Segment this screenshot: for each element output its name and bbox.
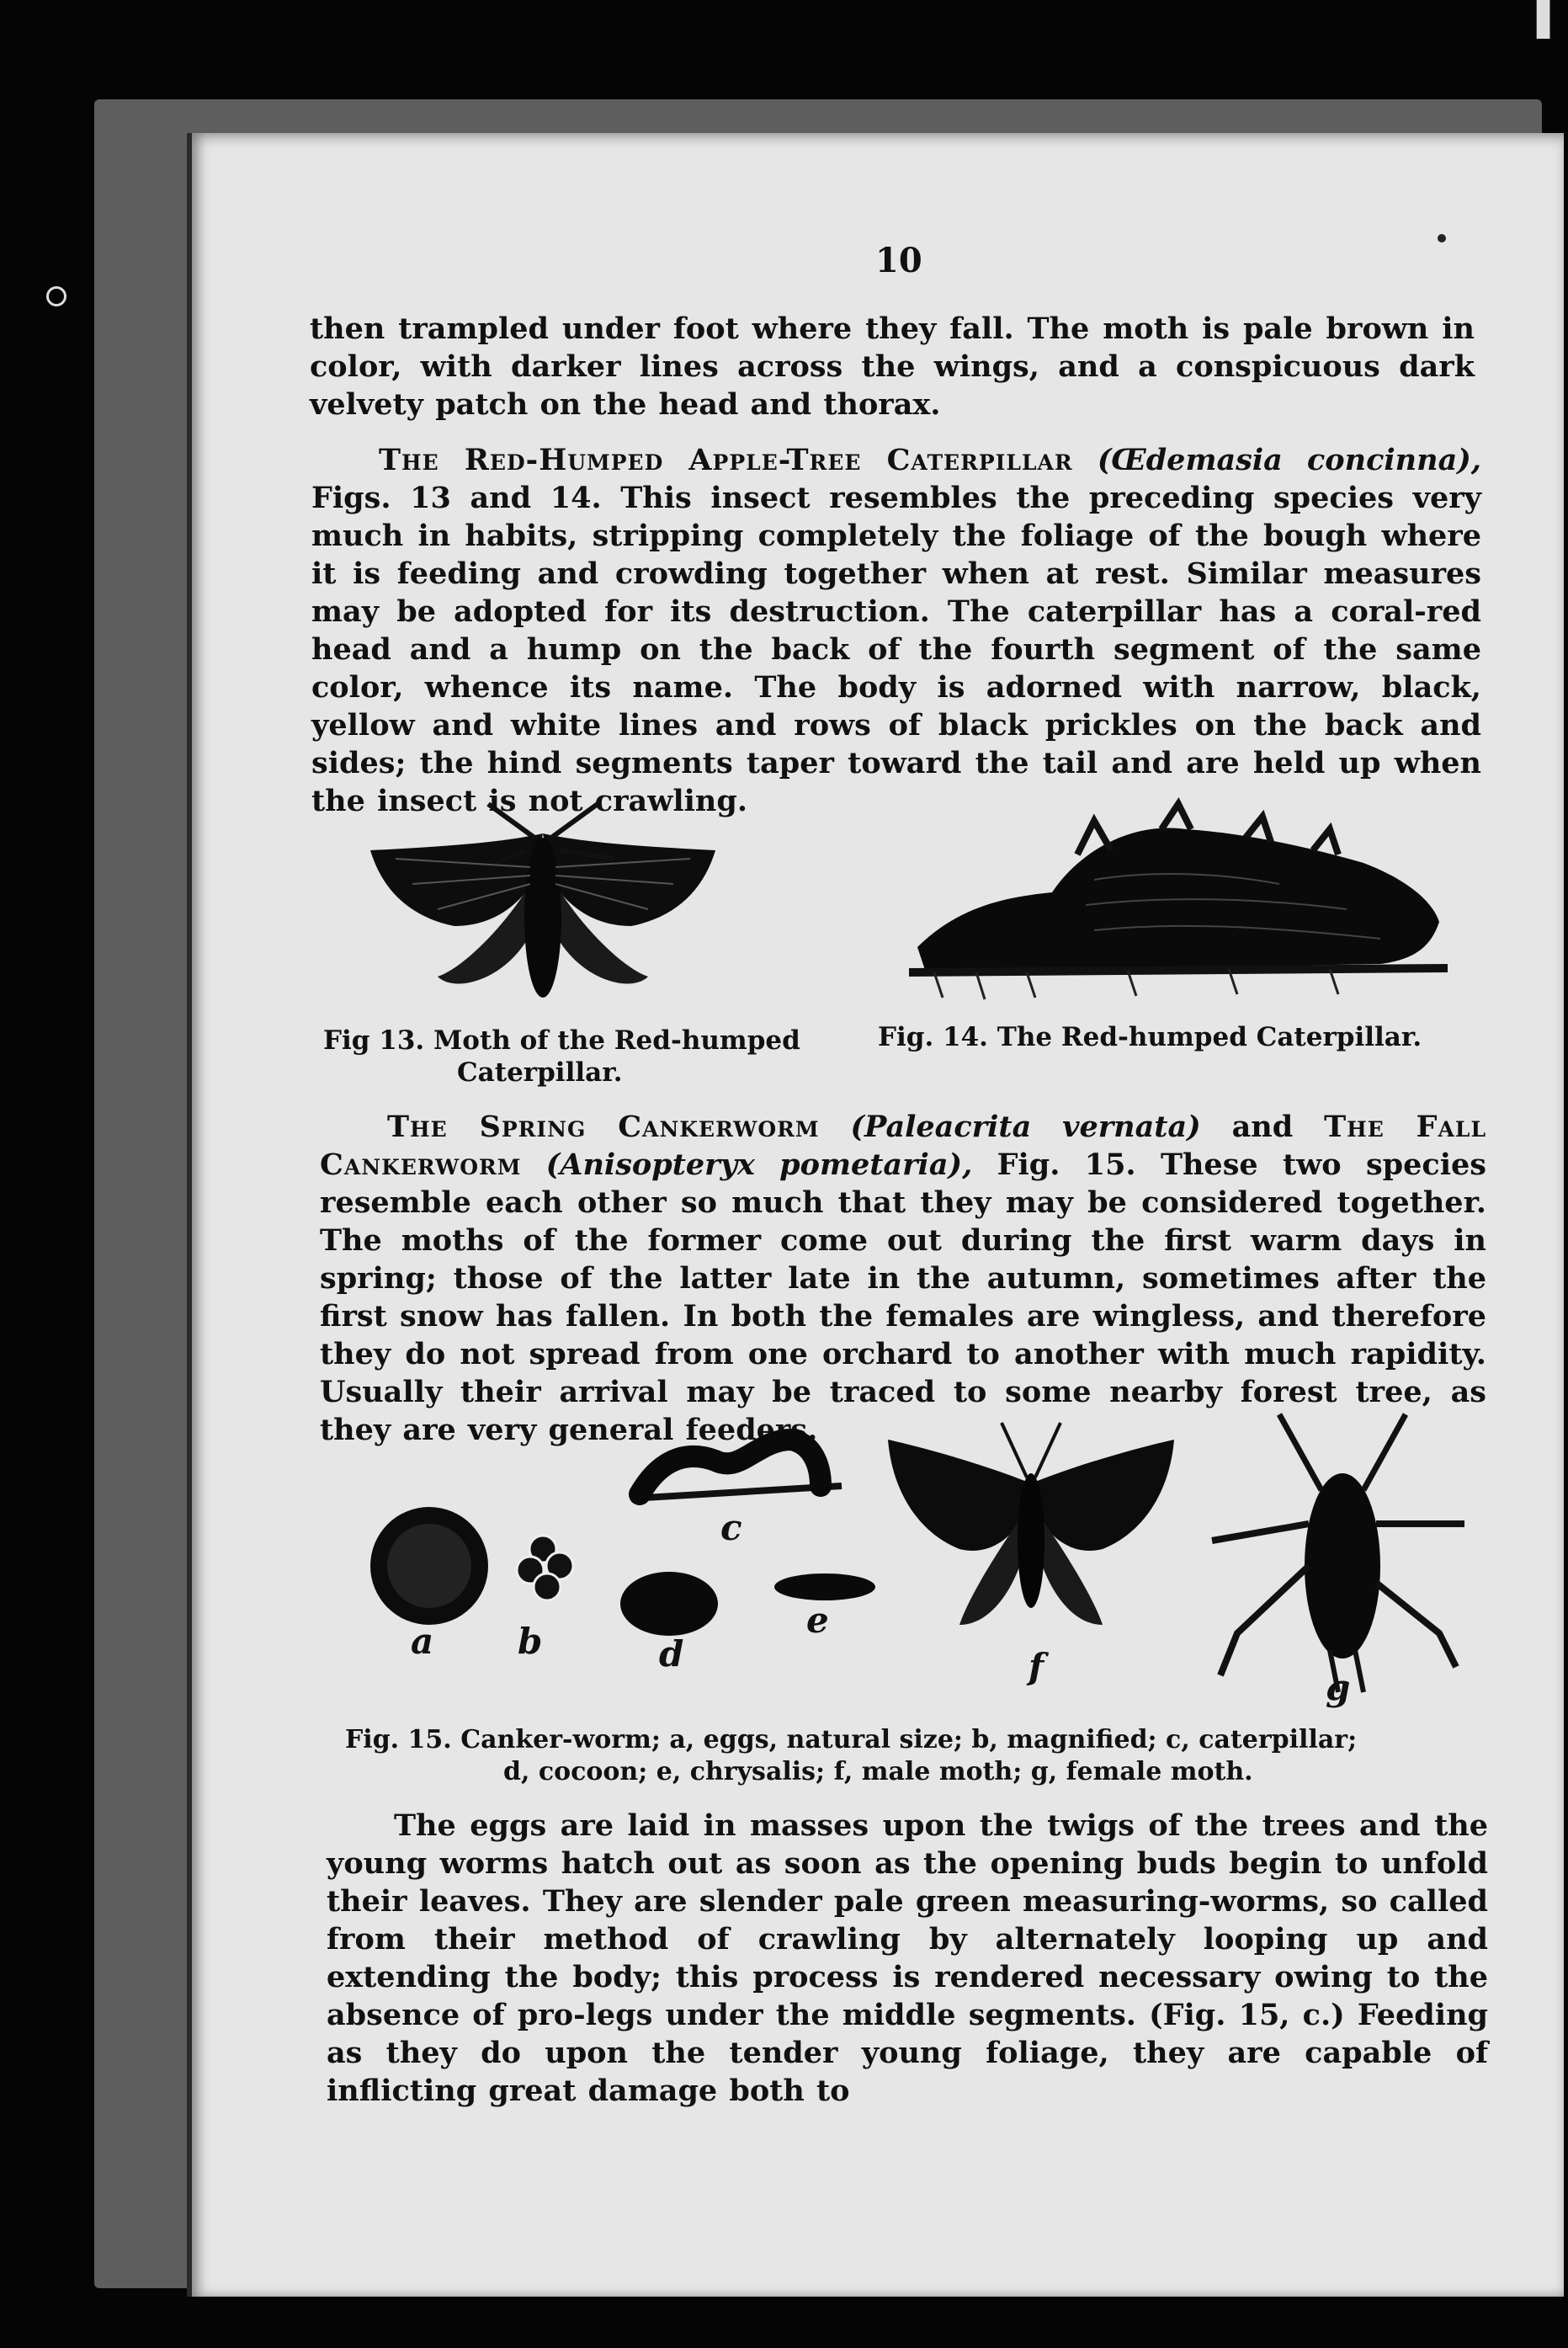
fig15-label-d: d	[659, 1633, 684, 1674]
fig15-label-c: c	[720, 1507, 742, 1548]
fig15-label-a: a	[411, 1621, 434, 1662]
ink-dot	[1438, 234, 1446, 242]
red-humped-latin: (Œdemasia concinna),	[1097, 443, 1481, 477]
eggs-magnified-b	[517, 1536, 573, 1600]
conjunction-and: and	[1231, 1110, 1294, 1144]
fall-cankerworm-latin: (Anisopteryx pometaria),	[545, 1147, 973, 1182]
cocoon-d	[620, 1572, 718, 1636]
red-humped-heading: The Red-Humped Apple-Tree Caterpillar	[379, 443, 1073, 477]
chrysalis-e	[774, 1573, 875, 1600]
fig15-caption-line1: Fig. 15. Canker-worm; a, eggs, natural size; b, magnified; c, caterpillar;	[345, 1725, 1358, 1754]
paragraph-1	[310, 310, 1475, 423]
female-moth-g	[1212, 1414, 1464, 1692]
paragraph-4	[327, 1807, 1488, 2110]
page-number: 10	[875, 241, 922, 280]
cankerworm-body: Fig. 15. These two species resemble each other so much that they may be considered together. The moths of the former come out during the first warm days in spring; those of the latter late in the autumn, sometimes after the first snow has fallen. In both the females are wingless, and therefore they do not spread from one orchard to another with much rapidity. Usually their arrival may be traced to some nearby forest tree, as they are very general feeders.	[320, 1147, 1486, 1447]
male-moth-f	[888, 1423, 1174, 1625]
red-humped-body: Figs. 13 and 14. This insect resembles the preceding species very much in habits, stripping completely the foliage of the bough where it is feeding and crowding together when at rest. Similar measures may be adopted for its destruction. The caterpillar has a coral-red head and a hump on the back of the fourth segment of the same color, whence its name. The body is adorned with narrow, black, yellow and white lines and rows of black prickles on the back and sides; the hind segments taper toward the tail and are held up when the insect is not crawling.	[311, 481, 1481, 818]
paragraph-3	[320, 1108, 1486, 1449]
fig15-label-b: b	[518, 1621, 543, 1662]
fall-cankerworm-heading: The Fall Cankerworm	[320, 1110, 1487, 1182]
spring-cankerworm-latin: (Paleacrita vernata)	[850, 1110, 1201, 1144]
cankerworm-illustrations	[353, 1414, 1481, 1717]
fig13-caption-line2: Caterpillar.	[457, 1057, 623, 1088]
fig15-label-e: e	[806, 1600, 829, 1641]
spring-cankerworm-heading: The Spring Cankerworm	[387, 1110, 820, 1144]
fig15-label-g: g	[1326, 1667, 1351, 1708]
caterpillar-c	[631, 1440, 842, 1499]
fig15-label-f: f	[1029, 1646, 1044, 1687]
scan-artifact-ring	[46, 286, 66, 306]
paragraph-1-text: then trampled under foot where they fall. The moth is pale brown in color, with darker lines across the wings, and a conspicuous dark velvety patch on the head and thorax.	[310, 311, 1475, 422]
paragraph-2	[311, 441, 1481, 820]
moth-illustration	[362, 800, 724, 1019]
fig14-caption: Fig. 14. The Red-humped Caterpillar.	[878, 1022, 1422, 1052]
scan-artifact: ▐	[1523, 0, 1549, 39]
caterpillar-illustration	[909, 804, 1448, 1006]
paragraph-4-text: The eggs are laid in masses upon the twigs of the trees and the young worms hatch out as soon as the opening buds begin to unfold their leaves. They are slender pale green measuring-worms, so called from their method of crawling by alternately looping up and extending the body; this process is rendered necessary owing to the absence of pro-legs under the middle segments. (Fig. 15, c.) Feeding as they do upon the tender young foliage, they are capable of inflicting great damage both to	[327, 1808, 1488, 2108]
fig13-caption-line1: Fig 13. Moth of the Red-humped	[323, 1025, 800, 1056]
fig15-caption-line2: d, cocoon; e, chrysalis; f, male moth; g, female moth.	[503, 1757, 1253, 1786]
